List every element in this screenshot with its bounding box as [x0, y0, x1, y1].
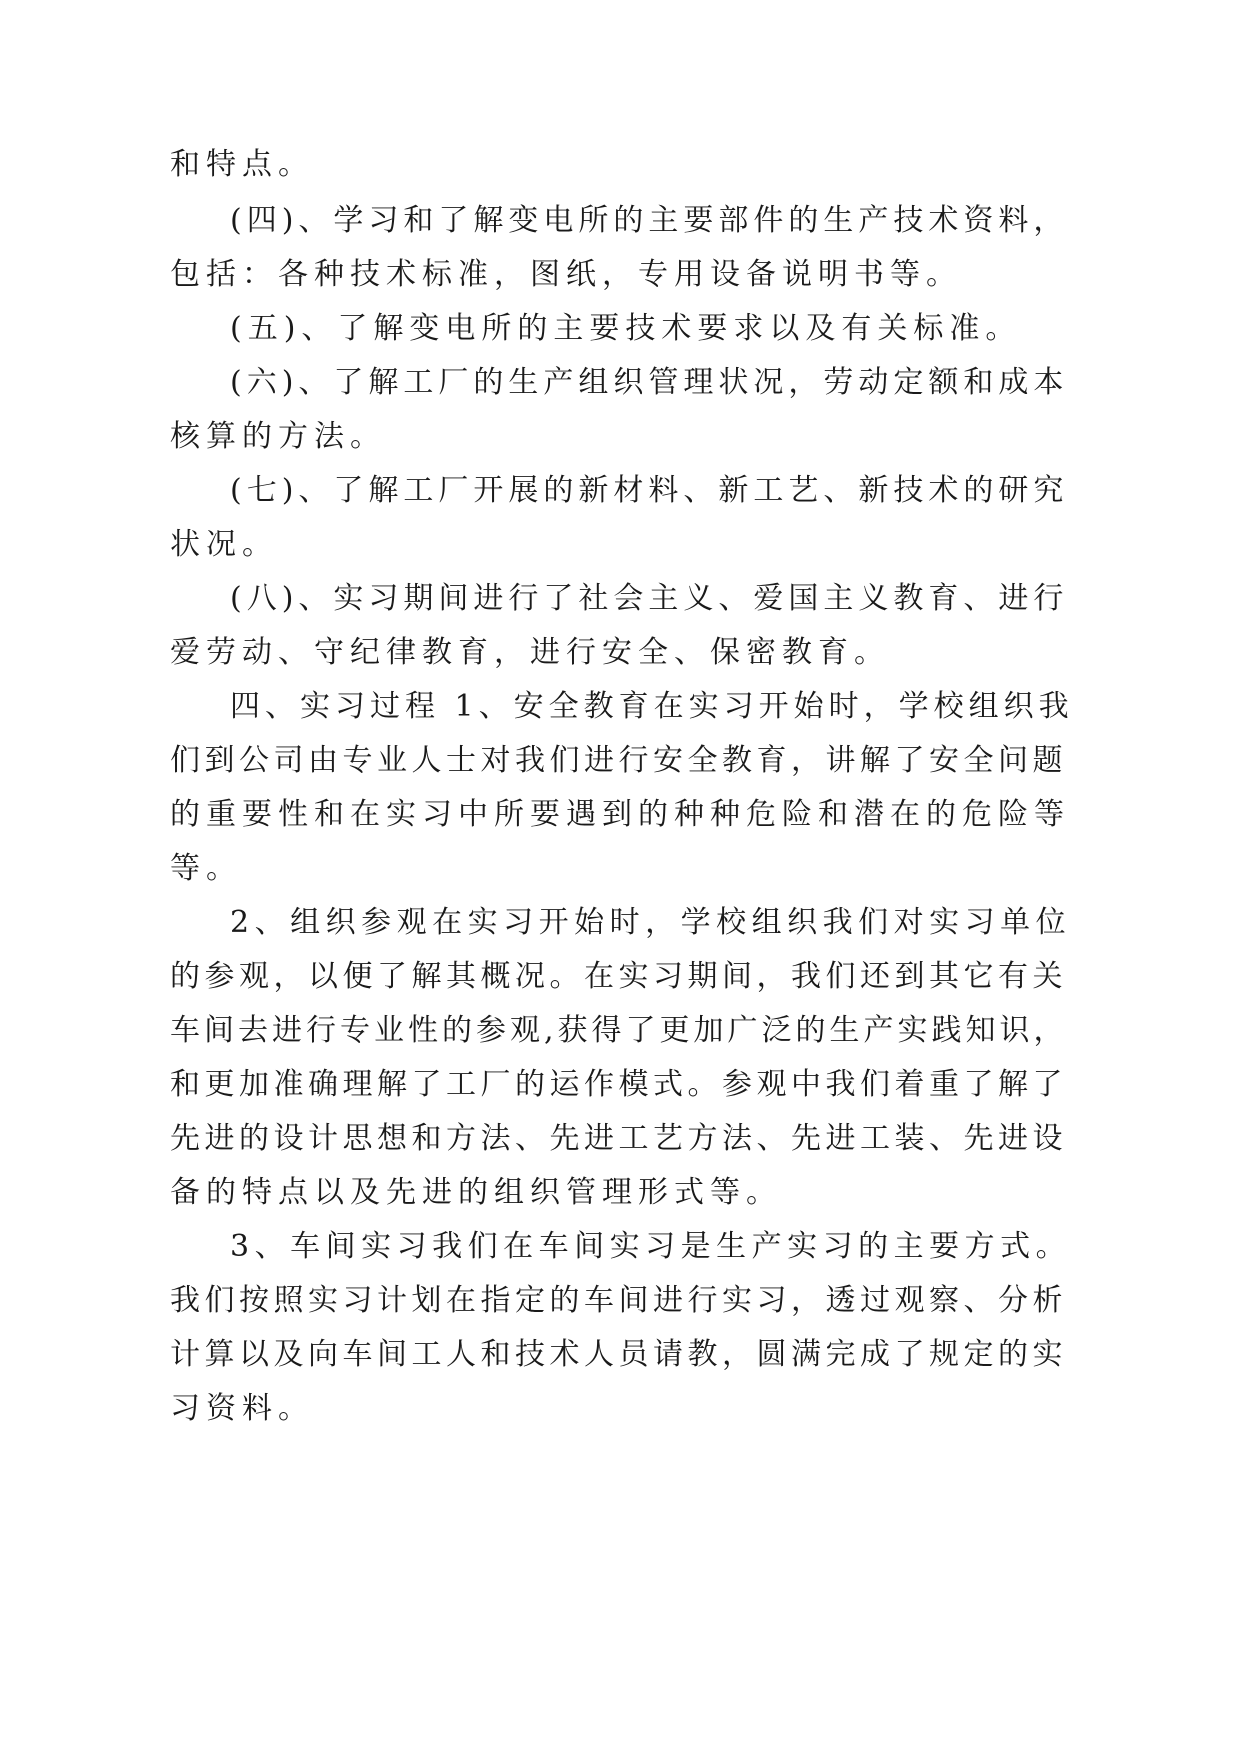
text-line: 先进的设计思想和方法、先进工艺方法、先进工装、先进设	[170, 1121, 1067, 1156]
text-line: 备的特点以及先进的组织管理形式等。	[170, 1175, 782, 1210]
paragraph-start-line: (四)、学习和了解变电所的主要部件的生产技术资料，	[230, 203, 1069, 238]
text-line: 车间去进行专业性的参观,获得了更加广泛的生产实践知识，	[170, 1013, 1068, 1048]
text-line: 爱劳动、守纪律教育，进行安全、保密教育。	[170, 635, 890, 670]
paragraph-start-line: 3、车间实习我们在车间实习是生产实习的主要方式。	[230, 1229, 1072, 1264]
text-line: 包括：各种技术标准，图纸，专用设备说明书等。	[170, 257, 962, 292]
text-line: 状况。	[170, 527, 278, 562]
paragraph-start-line: 2、组织参观在实习开始时，学校组织我们对实习单位	[230, 905, 1072, 940]
paragraph-start-line: (六)、了解工厂的生产组织管理状况，劳动定额和成本	[230, 365, 1069, 400]
paragraph-start-line: (五)、了解变电所的主要技术要求以及有关标准。	[230, 311, 1022, 346]
text-line: 等。	[170, 851, 242, 886]
paragraph-start-line: (七)、了解工厂开展的新材料、新工艺、新技术的研究	[230, 473, 1069, 508]
text-line: 和更加准确理解了工厂的运作模式。参观中我们着重了解了	[170, 1067, 1067, 1102]
paragraph-start-line: (八)、实习期间进行了社会主义、爱国主义教育、进行	[230, 581, 1069, 616]
text-line: 的参观，以便了解其概况。在实习期间，我们还到其它有关	[170, 959, 1067, 994]
text-line: 核算的方法。	[170, 419, 386, 454]
text-line: 的重要性和在实习中所要遇到的种种危险和潜在的危险等	[170, 797, 1070, 832]
text-line: 计算以及向车间工人和技术人员请教，圆满完成了规定的实	[170, 1337, 1067, 1372]
paragraph-start-line: 四、实习过程 1、安全教育在实习开始时，学校组织我	[230, 689, 1074, 724]
text-line: 我们按照实习计划在指定的车间进行实习，透过观察、分析	[170, 1283, 1067, 1318]
text-line: 们到公司由专业人士对我们进行安全教育，讲解了安全问题	[170, 743, 1067, 778]
text-line: 和特点。	[170, 147, 314, 182]
text-line: 习资料。	[170, 1391, 314, 1426]
